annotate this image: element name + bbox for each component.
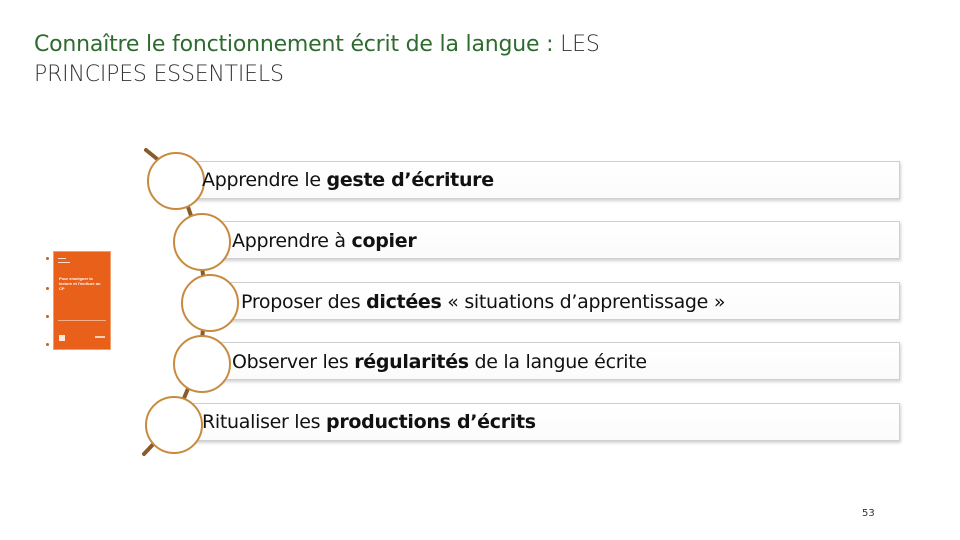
step-emphasis: dictées (366, 291, 442, 313)
step-circle-5 (145, 396, 203, 454)
step-text-3: Proposer des dictées « situations d’apprentissage » (241, 291, 726, 313)
step-emphasis: copier (351, 230, 417, 252)
step-emphasis: geste d’écriture (326, 169, 494, 191)
page-number: 53 (862, 508, 875, 519)
step-text-5: Ritualiser les productions d’écrits (202, 411, 536, 433)
step-emphasis: régularités (354, 351, 469, 373)
title-accent: Connaître le fonctionnement écrit de la langue : (34, 32, 561, 57)
step-text-1: Apprendre le geste d’écriture (202, 169, 494, 191)
step-circle-3 (181, 274, 239, 332)
step-emphasis: productions d’écrits (326, 411, 536, 433)
step-circle-2 (173, 213, 231, 271)
thumbnail-title: Pour enseigner la lecture et l'écriture au CP (59, 276, 101, 291)
step-text-2: Apprendre à copier (232, 230, 417, 252)
step-text-4: Observer les régularités de la langue écrite (232, 351, 647, 373)
title-rest: LES PRINCIPES ESSENTIELS (34, 32, 600, 87)
step-circle-4 (173, 335, 231, 393)
step-circle-1 (147, 152, 205, 210)
